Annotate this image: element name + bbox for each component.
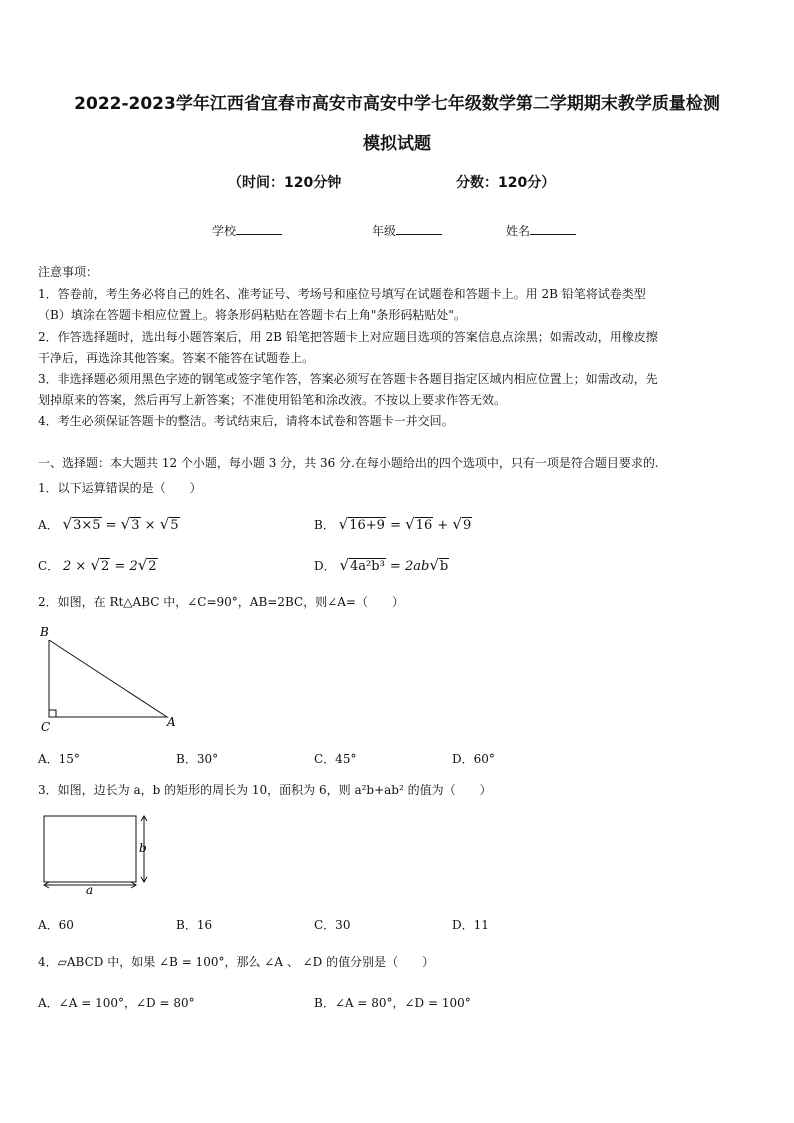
exam-title-line2: 模拟试题 bbox=[363, 134, 431, 154]
name-blank bbox=[530, 222, 576, 235]
q4-option-b: B．∠A = 80°，∠D = 100° bbox=[314, 996, 471, 1010]
radicand: 2 bbox=[148, 559, 157, 574]
name-label: 姓名 bbox=[506, 224, 531, 238]
note-line: （B）填涂在答题卡相应位置上。将条形码粘贴在答题卡右上角"条形码粘贴处"。 bbox=[38, 308, 466, 322]
side-a-label: a bbox=[86, 883, 94, 897]
question-4-stem: 4．▱ABCD 中，如果 ∠B = 100°，那么 ∠A 、 ∠D 的值分别是（ ） bbox=[38, 955, 435, 969]
option-formula: √3×5 = √3 × √5 bbox=[62, 515, 179, 533]
radicand: b bbox=[439, 559, 449, 574]
note-line: 2．作答选择题时，选出每小题答案后，用 2B 铅笔把答题卡上对应题目选项的答案信息点涂黑；如需改动，用橡皮擦 bbox=[38, 330, 658, 344]
q4-option-a: A．∠A = 100°，∠D = 80° bbox=[38, 996, 195, 1010]
grade-field bbox=[372, 222, 442, 239]
triangle-figure bbox=[36, 622, 186, 737]
q2-option-c: C．45° bbox=[314, 752, 357, 766]
q1-option-c bbox=[38, 556, 158, 574]
note-line: 3．非选择题必须用黑色字迹的钢笔或签字笔作答，答案必须写在答题卡各题目指定区域内相应位置上；如需改动，先 bbox=[38, 372, 658, 386]
operator: × bbox=[140, 518, 160, 533]
note-line: 干净后，再选涂其他答案。答案不能答在试题卷上。 bbox=[38, 351, 315, 365]
option-formula: 2 × √2 = 2√2 bbox=[63, 556, 157, 574]
radicand: 9 bbox=[462, 518, 472, 533]
q3-option-d: D．11 bbox=[452, 918, 489, 932]
prefix: 2 × bbox=[63, 559, 91, 574]
right-angle-mark bbox=[49, 710, 56, 717]
option-formula: √16+9 = √16 + √9 bbox=[338, 515, 472, 533]
q1-option-d bbox=[314, 556, 449, 574]
side-b-label: b bbox=[139, 841, 147, 855]
option-formula: √4a²b³ = 2ab√b bbox=[339, 556, 449, 574]
radicand: 4a²b³ bbox=[350, 559, 385, 574]
equals: = bbox=[390, 518, 406, 533]
radicand: 5 bbox=[170, 518, 179, 533]
question-1-stem: 1．以下运算错误的是（ ） bbox=[38, 481, 202, 495]
radicand: 2 bbox=[101, 559, 110, 574]
q2-option-a: A．15° bbox=[38, 752, 80, 766]
exam-time: （时间：120分钟 bbox=[228, 175, 342, 191]
question-3-stem: 3．如图，边长为 a，b 的矩形的周长为 10，面积为 6，则 a²b+ab² 的值为（ ） bbox=[38, 783, 492, 797]
section-heading: 一、选择题：本大题共 12 个小题，每小题 3 分，共 36 分.在每小题给出的四个选项中，只有一项是符合题目要求的. bbox=[38, 456, 659, 470]
triangle-abc bbox=[49, 640, 167, 717]
school-label: 学校 bbox=[212, 224, 237, 238]
rectangle bbox=[44, 816, 136, 882]
radicand: 3×5 bbox=[73, 518, 101, 533]
grade-label: 年级 bbox=[372, 224, 397, 238]
q1-option-b bbox=[314, 515, 472, 533]
option-label: D． bbox=[314, 559, 336, 573]
option-label: B． bbox=[314, 518, 335, 532]
q3-option-a: A．60 bbox=[38, 918, 74, 932]
radicand: 16+9 bbox=[349, 518, 385, 533]
school-blank bbox=[236, 222, 282, 235]
option-label: C． bbox=[38, 559, 60, 573]
radicand: 16 bbox=[415, 518, 433, 533]
vertex-b-label: B bbox=[40, 625, 49, 639]
rectangle-figure bbox=[36, 810, 166, 900]
vertex-c-label: C bbox=[41, 720, 51, 734]
option-label: A． bbox=[38, 518, 59, 532]
school-field bbox=[212, 222, 282, 239]
q3-option-b: B．16 bbox=[176, 918, 213, 932]
vertex-a-label: A bbox=[167, 715, 176, 729]
equals: = 2 bbox=[110, 559, 138, 574]
exam-title-line1: 2022-2023学年江西省宜春市高安市高安中学七年级数学第二学期期末教学质量检测 bbox=[74, 94, 720, 114]
operator: + bbox=[433, 518, 453, 533]
equals: = 2ab bbox=[385, 559, 430, 574]
note-line: 4．考生必须保证答题卡的整洁。考试结束后，请将本试卷和答题卡一并交回。 bbox=[38, 414, 454, 428]
equals: = bbox=[105, 518, 121, 533]
radicand: 3 bbox=[131, 518, 140, 533]
note-line: 1．答卷前，考生务必将自己的姓名、准考证号、考场号和座位号填写在试题卷和答题卡上。用 2B 铅笔将试卷类型 bbox=[38, 287, 646, 301]
q1-option-a bbox=[38, 515, 180, 533]
question-2-stem: 2．如图，在 Rt△ABC 中，∠C=90°，AB=2BC，则∠A=（ ） bbox=[38, 595, 404, 609]
note-line: 划掉原来的答案，然后再写上新答案；不准使用铅笔和涂改液。不按以上要求作答无效。 bbox=[38, 393, 507, 407]
q2-option-b: B．30° bbox=[176, 752, 219, 766]
exam-score: 分数：120分） bbox=[456, 175, 556, 191]
q2-option-d: D．60° bbox=[452, 752, 495, 766]
notes-heading: 注意事项： bbox=[38, 265, 99, 279]
name-field bbox=[506, 222, 576, 239]
q3-option-c: C．30 bbox=[314, 918, 351, 932]
grade-blank bbox=[396, 222, 442, 235]
